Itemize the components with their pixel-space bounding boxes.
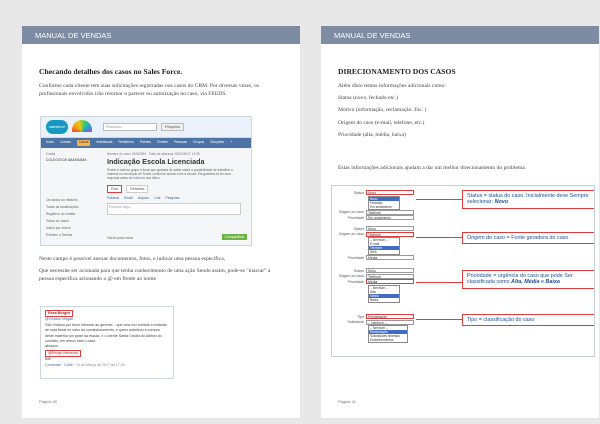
callout-emphasis: Novo [494,199,509,206]
field-label: Status [353,226,364,231]
info-item: Motivo (informação, reclamação. Etc. ) [338,107,427,114]
priority-select[interactable]: Média [366,255,414,260]
account-label: Conta [46,152,56,156]
feed-tabs [107,185,241,193]
requester-select[interactable]: -- Nenhum -- [366,320,414,325]
tab-post[interactable]: Post [107,185,122,193]
case-title: Indicação Escola Licenciada [107,157,205,166]
nav-contas[interactable]: Contas [60,140,71,144]
nav-inicio[interactable]: Início [46,140,55,144]
type-field-block [336,314,422,343]
feed-post-screenshot [40,306,174,379]
callout-text: e [539,279,546,286]
dropdown-option[interactable]: Média [369,294,399,298]
page-40 [22,26,300,418]
side-links [46,197,102,239]
case-feed [107,152,241,215]
status-callout [462,190,595,209]
field-label: Origem do caso [338,210,364,215]
nav-paineis[interactable]: Painéis [139,140,151,144]
sf-nav-bar [41,138,251,148]
dropdown-option[interactable]: -- Nenhum -- [370,238,389,242]
intro-text [39,82,285,102]
post-author[interactable]: Rosa Borges [45,310,73,317]
nav-individuais[interactable]: Individuais [96,140,113,144]
field-label: Tipo [357,314,364,319]
rainbow-logo-icon [72,120,92,132]
type-callout [462,314,595,326]
nav-relatorios[interactable]: Relatórios [118,140,134,144]
salesforce-logo: salesforce [46,120,68,134]
sf-main [41,148,251,244]
page-footer: Página 41 [338,399,357,404]
case-meta: Número do caso: 00342551 · Data de abertura: 02/02/2017 13:08 [107,152,200,156]
paragraph-final: Estas informações adicionais ajudam a dar um melhor direcionamento do problema. [338,165,527,171]
action-email[interactable]: Email [124,195,133,200]
dropdown-option[interactable]: -- Nenhum -- [370,326,389,330]
field-label: Solicitante [347,320,364,325]
visibility-label: Visível para: todos [107,236,134,240]
callout-arrow [416,319,462,320]
page-header: MANUAL DE VENDAS [321,26,599,44]
nav-pessoas[interactable]: Pessoas [174,140,188,144]
nav-grupos[interactable]: Grupos [193,140,205,144]
origin-callout [462,232,595,244]
post-recipient[interactable]: @Vinicius Viegas [45,317,73,322]
dropdown-option[interactable]: Web [370,250,377,254]
side-link[interactable]: Registros do chatter [46,212,76,216]
comment-input[interactable]: Escrever algo... [107,203,241,215]
status-field-block [336,190,422,221]
tab-details[interactable]: Detalhes [126,185,148,193]
feed-post: Rosa Borges @Vinicius Viegas Olá! Vinicius por favor informar ao gerente... que uma vez emitida a emissão de nota fiscal no valor do comissionamento, e quem autorizou a compra deste material por parte da escola, é o cliente Santa Cecília do Aditivo do contrato, em anexo está o caso. abraços @Emilyn Menezes Bell Comentar · Curtir · 10 de Março de 2017 às 17:03 [45,311,167,367]
comment-link[interactable]: Comentar [45,362,61,367]
account-name[interactable]: COLEGIO DE ABASSAMA [46,157,87,162]
dropdown-option[interactable]: Reclamação [369,330,407,334]
info-item: Origem do caso (e-mail, telefone, etc.) [338,119,425,126]
dropdown-option[interactable]: E-mail [370,242,380,246]
nav-solucoes[interactable]: Soluções [210,140,225,144]
final-paragraph [338,164,584,176]
search-input[interactable]: Pesquisa... [103,123,157,131]
status-select[interactable]: Novo [366,268,414,273]
page-footer: Página 40 [39,399,58,404]
callout-emphasis: Baixa [545,279,560,286]
dropdown-option[interactable]: -- Nenhum -- [370,285,389,290]
side-link[interactable]: Incluir por ordem [46,226,71,230]
callout-emphasis: Alta, Média [511,279,540,286]
info-item: Status (novo, fechado etc.) [338,95,398,102]
info-item: Prioridade (alta, média, baixa) [338,131,406,138]
post-date: 10 de Março de 2017 às 17:03 [75,362,125,367]
callout-arrow [416,199,462,200]
field-label: Prioridade [347,279,364,284]
callout-text: Prioridade = urgência do caso que pode Ser classificada como [467,273,573,286]
mention-text [39,255,285,288]
callout-text: Status = status do caso. Inicialmente deve Sempre selecionar: [467,193,589,206]
priority-select[interactable]: Média [366,279,414,284]
dropdown-option[interactable]: Em andamento [370,204,392,209]
action-arquivo[interactable]: Arquivo [137,195,150,200]
nav-chatter[interactable]: Chatter [156,140,169,144]
type-select[interactable]: Reclamação [366,314,414,319]
action-link[interactable]: Link [154,195,161,200]
post-signoff: abraços [45,344,58,349]
callout-text: Tipo = classificação do caso [467,317,535,323]
origin-dropdown[interactable] [368,237,400,255]
paragraph-2: Neste campo é possível anexar documentos, fotos, e indicar uma pessoa específica, [39,256,226,262]
field-label: Origem do caso [338,232,364,237]
callout-arrow [416,282,462,283]
side-link[interactable]: Todos os casos [46,219,69,223]
dropdown-option[interactable]: Esclarecimentos [370,338,394,342]
like-link[interactable]: Curtir [63,362,73,367]
callout-arrow [416,237,462,238]
post-message: Olá! Vinicius por favor informar ao gerente... que uma vez emitida a emissão de nota fiscal no valor do comissionamento, e quem autorizou a compra deste material por parte da escola, é o cliente Santa Cecília do Aditivo do contrato, em anexo está o caso. [45,322,167,344]
section-title: Checando detalhes dos casos no Sales Force. [39,67,183,76]
side-link[interactable]: Eventos e Tarefas [46,233,73,237]
page-41 [321,26,599,418]
paragraph-1: Conforme cada cliente tem suas solicitações registradas nos casos do CRM. Por diversas vezes, os profissionais envolvidos irão retornar o parecer ou autorização no caso, via FEEDS. [39,83,259,98]
share-button[interactable]: Compartilhar [222,234,247,240]
dropdown-option[interactable]: Novo [369,197,399,201]
priority-field-block [336,268,422,303]
salesforce-case-screenshot [40,116,252,246]
feed-actions [107,196,241,200]
account-box [46,152,102,163]
case-fields-screenshot [331,185,595,357]
dropdown-option[interactable]: Alta [370,289,376,294]
field-label: Status [353,190,364,195]
side-link[interactable]: Todas as atualizações [46,205,79,209]
field-label: Prioridade [347,215,364,220]
post-suffix: Bell [45,357,51,362]
action-publicar[interactable]: Publicar [107,195,120,200]
field-label: Origem do caso [338,274,364,279]
dropdown-option[interactable]: Fechado [370,200,383,205]
status-select[interactable]: Novo [366,190,414,195]
sf-header [41,117,251,138]
field-label: Prioridade [347,255,364,260]
dropdown-option[interactable]: Solicitações diversas [370,334,400,338]
status-select[interactable]: Novo [366,226,414,231]
callout-text: Origem do caso = Fonte geradora do caso [467,235,569,241]
paragraph-3: Que necessite ser acionada para que tenha conhecimento de uma ação Sendo assim, pode-se "marcar" a pessoa específica acionando o @ em frente ao nome [39,268,271,283]
info-list [338,82,584,143]
dropdown-option[interactable]: Baixa [370,297,378,302]
priority-callout [462,270,595,289]
origin-field-block [336,226,422,261]
post-mention[interactable]: @Emilyn Menezes [45,350,81,357]
nav-add[interactable]: + [230,140,233,144]
origin-select[interactable]: Telefone [366,210,414,215]
search-button[interactable]: Pesquisa [161,123,184,131]
status-dropdown[interactable] [368,196,400,210]
priority-dropdown[interactable] [368,285,400,303]
priority-select[interactable]: Em andamento [366,215,414,220]
page-header: MANUAL DE VENDAS [22,26,300,44]
field-label: Status [353,268,364,273]
origin-select[interactable]: Telefone [366,232,414,237]
nav-casos[interactable]: Casos [78,140,89,144]
dropdown-option[interactable]: Telefone [369,246,399,250]
info-item: Além disto temos informações adicionais como: [338,83,446,89]
type-dropdown[interactable] [368,325,408,343]
case-description: Enviar e-mail ao grupo e focar que gostaria de saber sobre a possibilidade de trabalhar o material no município de Frutal, conforme acordo com a escola. Ela gostaria de ter uma resposta antes do início do ano letivo. [107,168,233,181]
origin-select[interactable]: Telefone [366,274,414,279]
side-link[interactable]: Os dados do relatório [46,198,78,202]
action-pesquisa[interactable]: Pesquisa [165,195,180,200]
section-title: DIRECIONAMENTO DOS CASOS [338,67,456,76]
